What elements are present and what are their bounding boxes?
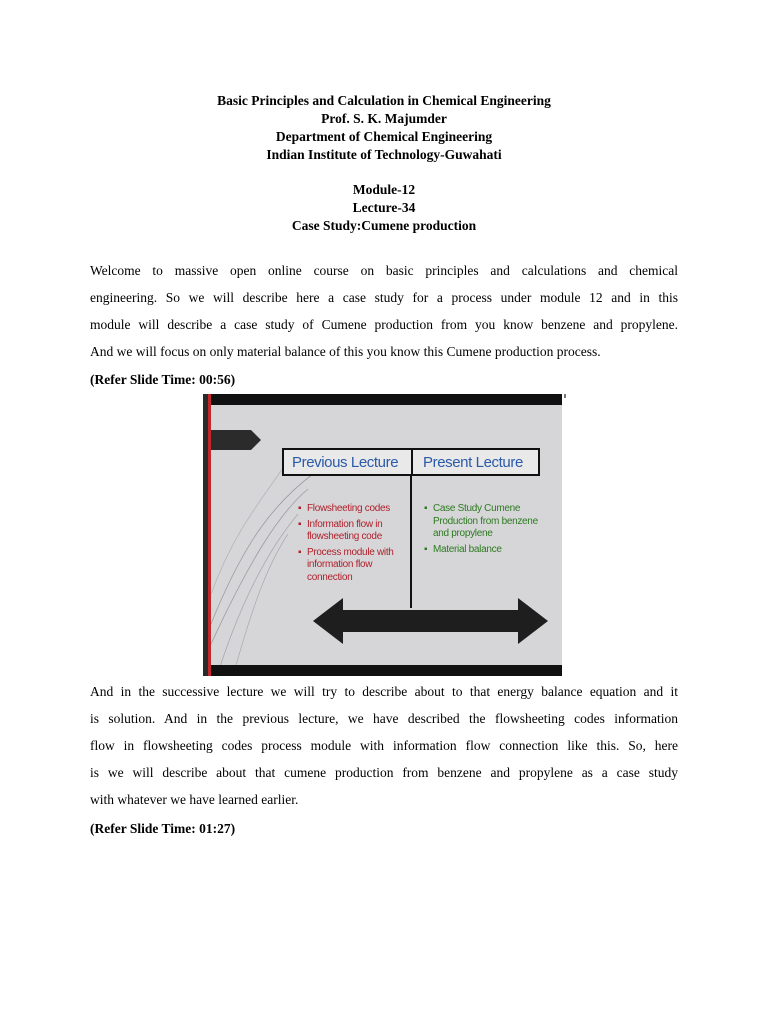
double-arrow-icon	[203, 394, 562, 676]
lecture-topic: Case Study:Cumene production	[291, 218, 477, 233]
list-item-text: Case Study Cumene Production from benzene and propylene	[433, 503, 538, 539]
slide-time-reference: (Refer Slide Time: 00:56)	[90, 372, 236, 387]
bullet-icon: ▪	[298, 546, 302, 558]
followup-paragraph	[90, 678, 678, 813]
bullet-icon: ▪	[298, 503, 302, 514]
paragraph-line: engineering. So we will describe here a case study for a process under module 12 and in this	[90, 290, 678, 305]
paragraph-line: Welcome to massive open online course on basic principles and calculations and chemical	[90, 263, 678, 278]
paragraph-line: is we will describe about that cumene production from benzene and propylene as a case study	[90, 765, 678, 780]
bullet-icon: ▪	[298, 518, 302, 530]
cursor-mark	[564, 394, 566, 398]
list-item-text: Material balance	[433, 543, 502, 555]
module-header	[0, 181, 768, 235]
document-header	[0, 92, 768, 164]
paragraph-line: flow in flowsheeting codes process module with information flow connection like this. So, here	[90, 738, 678, 753]
paragraph-line: with whatever we have learned earlier.	[90, 792, 299, 807]
module-number: Module-12	[352, 182, 416, 197]
list-item-text: Information flow in flowsheeting code	[307, 518, 383, 542]
lecture-slide	[203, 394, 562, 676]
list-item-text: Process module with information flow connection	[307, 546, 394, 583]
professor-name: Prof. S. K. Majumder	[321, 111, 447, 126]
department-name: Department of Chemical Engineering	[275, 129, 493, 144]
intro-paragraph	[90, 257, 678, 365]
paragraph-line: is solution. And in the previous lecture, we have described the flowsheeting codes information	[90, 711, 678, 726]
paragraph-line: And we will focus on only material balance of this you know this Cumene production process.	[90, 344, 601, 359]
slide-time-reference: (Refer Slide Time: 01:27)	[90, 821, 236, 836]
paragraph-line: And in the successive lecture we will try to describe about to that energy balance equation and it	[90, 684, 678, 699]
institute-name: Indian Institute of Technology-Guwahati	[266, 147, 502, 162]
bullet-icon: ▪	[424, 503, 428, 514]
bullet-icon: ▪	[424, 543, 428, 555]
present-lecture-title: Present Lecture	[423, 454, 523, 471]
course-title: Basic Principles and Calculation in Chemical Engineering	[217, 93, 551, 108]
lecture-number: Lecture-34	[352, 200, 416, 215]
paragraph-line: module will describe a case study of Cumene production from you know benzene and propylene.	[90, 317, 678, 332]
previous-lecture-title: Previous Lecture	[292, 454, 399, 471]
list-item-text: Flowsheeting codes	[307, 503, 390, 514]
